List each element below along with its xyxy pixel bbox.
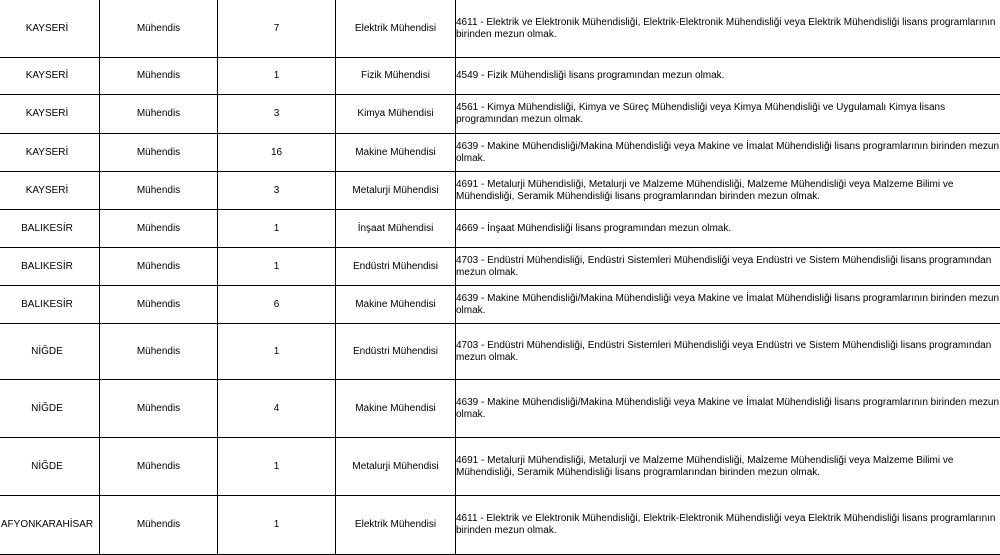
table-row (0, 438, 1000, 496)
requirement-cell: 4703 - Endüstri Mühendisliği, Endüstri Sistemleri Mühendisliği veya Endüstri ve Sistem Mühendisliği lisans programından mezun olmak. (456, 248, 1000, 286)
city-cell: BALIKESİR (0, 210, 100, 248)
count-cell: 3 (218, 172, 336, 210)
table-row (0, 324, 1000, 380)
count-cell: 1 (218, 58, 336, 95)
count-cell: 16 (218, 134, 336, 172)
requirement-cell: 4691 - Metalurji Mühendisliği, Metalurji ve Malzeme Mühendisliği, Malzeme Mühendisliği veya Malzeme Bilimi ve Mühendisliği, Seramik Mühendisliği lisans programlarından birinden mezun olmak. (456, 438, 1000, 496)
department-cell: İnşaat Mühendisi (336, 210, 456, 248)
requirement-cell: 4691 - Metalurji Mühendisliği, Metalurji ve Malzeme Mühendisliği, Malzeme Mühendisliği veya Malzeme Bilimi ve Mühendisliği, Seramik Mühendisliği lisans programlarından birinden mezun olmak. (456, 172, 1000, 210)
title-cell: Mühendis (100, 58, 218, 95)
count-cell: 7 (218, 0, 336, 58)
table-row (0, 248, 1000, 286)
table-row (0, 380, 1000, 438)
count-cell: 1 (218, 248, 336, 286)
city-cell: KAYSERİ (0, 134, 100, 172)
table-row (0, 95, 1000, 134)
requirement-cell: 4561 - Kimya Mühendisliği, Kimya ve Süreç Mühendisliği veya Kimya Mühendisliği ve Uygulamalı Kimya lisans programından mezun olmak. (456, 95, 1000, 134)
requirement-cell: 4549 - Fizik Mühendisliği lisans programından mezun olmak. (456, 58, 1000, 95)
title-cell: Mühendis (100, 172, 218, 210)
requirement-cell: 4703 - Endüstri Mühendisliği, Endüstri Sistemleri Mühendisliği veya Endüstri ve Sistem Mühendisliği lisans programından mezun olmak. (456, 324, 1000, 380)
department-cell: Metalurji Mühendisi (336, 172, 456, 210)
department-cell: Elektrik Mühendisi (336, 0, 456, 58)
department-cell: Endüstri Mühendisi (336, 248, 456, 286)
count-cell: 1 (218, 496, 336, 555)
title-cell: Mühendis (100, 324, 218, 380)
title-cell: Mühendis (100, 210, 218, 248)
city-cell: KAYSERİ (0, 0, 100, 58)
title-cell: Mühendis (100, 95, 218, 134)
requirement-cell: 4639 - Makine Mühendisliği/Makina Mühendisliği veya Makine ve İmalat Mühendisliği lisans programlarının birinden mezun olmak. (456, 134, 1000, 172)
title-cell: Mühendis (100, 286, 218, 324)
city-cell: AFYONKARAHİSAR (0, 496, 100, 555)
department-cell: Makine Mühendisi (336, 286, 456, 324)
department-cell: Elektrik Mühendisi (336, 496, 456, 555)
title-cell: Mühendis (100, 496, 218, 555)
table-row (0, 58, 1000, 95)
count-cell: 1 (218, 438, 336, 496)
department-cell: Makine Mühendisi (336, 134, 456, 172)
department-cell: Makine Mühendisi (336, 380, 456, 438)
table-row (0, 496, 1000, 555)
table-row (0, 210, 1000, 248)
requirement-cell: 4639 - Makine Mühendisliği/Makina Mühendisliği veya Makine ve İmalat Mühendisliği lisans programlarının birinden mezun olmak. (456, 286, 1000, 324)
department-cell: Endüstri Mühendisi (336, 324, 456, 380)
department-cell: Kimya Mühendisi (336, 95, 456, 134)
requirement-cell: 4669 - İnşaat Mühendisliği lisans programından mezun olmak. (456, 210, 1000, 248)
title-cell: Mühendis (100, 438, 218, 496)
department-cell: Fizik Mühendisi (336, 58, 456, 95)
city-cell: KAYSERİ (0, 95, 100, 134)
count-cell: 4 (218, 380, 336, 438)
requirement-cell: 4639 - Makine Mühendisliği/Makina Mühendisliği veya Makine ve İmalat Mühendisliği lisans programlarının birinden mezun olmak. (456, 380, 1000, 438)
table-row (0, 286, 1000, 324)
requirement-cell: 4611 - Elektrik ve Elektronik Mühendisliği, Elektrik-Elektronik Mühendisliği veya Elektrik Mühendisliği lisans programlarının birinden mezun olmak. (456, 0, 1000, 58)
title-cell: Mühendis (100, 248, 218, 286)
title-cell: Mühendis (100, 0, 218, 58)
city-cell: KAYSERİ (0, 172, 100, 210)
count-cell: 3 (218, 95, 336, 134)
table-row (0, 0, 1000, 58)
city-cell: NİĞDE (0, 438, 100, 496)
title-cell: Mühendis (100, 134, 218, 172)
title-cell: Mühendis (100, 380, 218, 438)
count-cell: 1 (218, 324, 336, 380)
table-row (0, 134, 1000, 172)
count-cell: 1 (218, 210, 336, 248)
department-cell: Metalurji Mühendisi (336, 438, 456, 496)
requirement-cell: 4611 - Elektrik ve Elektronik Mühendisliği, Elektrik-Elektronik Mühendisliği veya Elektrik Mühendisliği lisans programlarının birinden mezun olmak. (456, 496, 1000, 555)
city-cell: NİĞDE (0, 380, 100, 438)
city-cell: BALIKESİR (0, 286, 100, 324)
count-cell: 6 (218, 286, 336, 324)
table-row (0, 172, 1000, 210)
city-cell: BALIKESİR (0, 248, 100, 286)
city-cell: KAYSERİ (0, 58, 100, 95)
city-cell: NİĞDE (0, 324, 100, 380)
